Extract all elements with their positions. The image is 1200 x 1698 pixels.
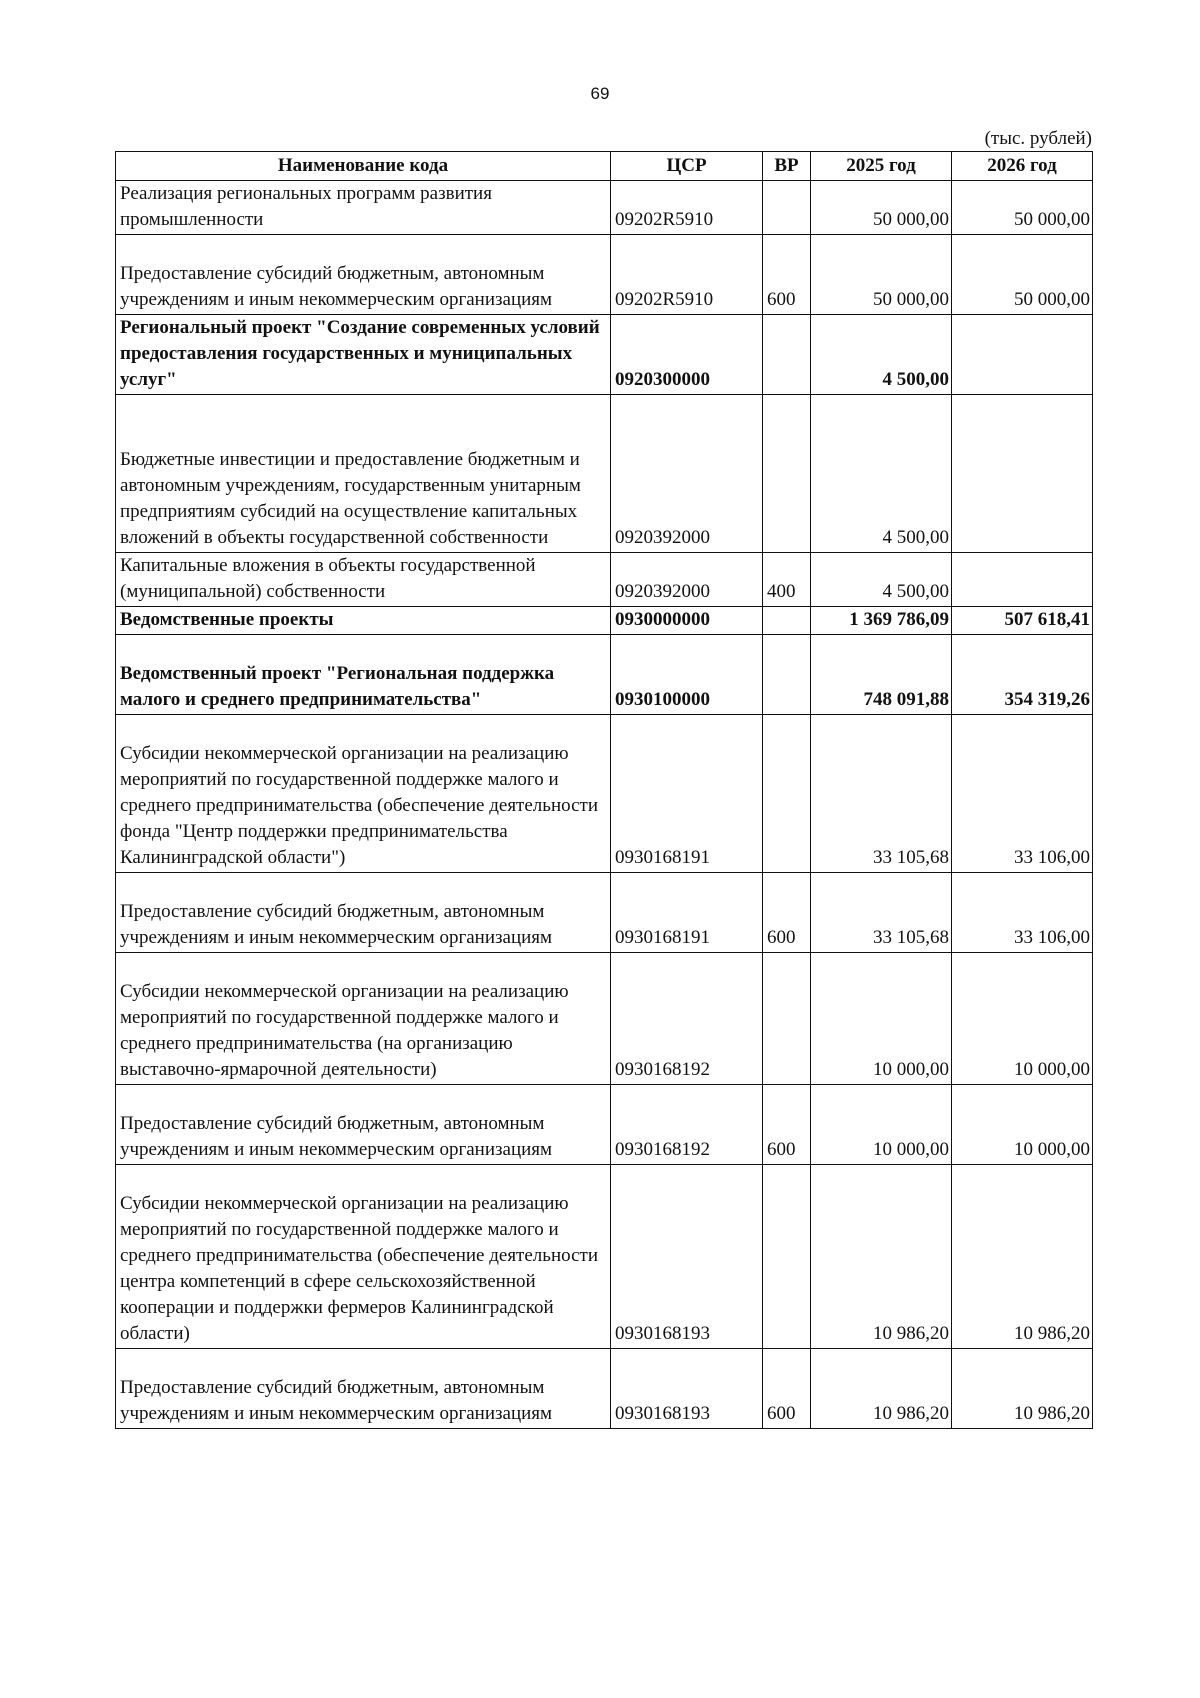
cell-2026 [952,315,1093,395]
cell-csr: 09202R5910 [611,181,763,235]
cell-2026: 10 986,20 [952,1349,1093,1429]
cell-csr: 0920392000 [611,395,763,553]
cell-csr: 0930168193 [611,1165,763,1349]
cell-2025: 50 000,00 [811,181,952,235]
cell-2025: 10 986,20 [811,1165,952,1349]
cell-vr [763,953,811,1085]
cell-vr: 600 [763,235,811,315]
cell-csr: 0930168191 [611,873,763,953]
cell-2025: 10 000,00 [811,1085,952,1165]
cell-csr: 0920392000 [611,553,763,607]
table-header-row [116,152,1093,181]
cell-2026: 50 000,00 [952,235,1093,315]
cell-2026 [952,553,1093,607]
table-row [116,715,1093,873]
table-row [116,315,1093,395]
table-row [116,1085,1093,1165]
table-row [116,953,1093,1085]
cell-csr: 0930168193 [611,1349,763,1429]
cell-2026: 33 106,00 [952,873,1093,953]
cell-csr: 0930168191 [611,715,763,873]
table-row [116,1165,1093,1349]
cell-csr: 0930168192 [611,953,763,1085]
cell-2026: 50 000,00 [952,181,1093,235]
cell-name: Субсидии некоммерческой организации на реализацию мероприятий по государственной поддержке малого и среднего предпринимательства (обеспечение деятельности фонда "Центр поддержки предпринимательства Калининградской области") [116,715,611,873]
cell-vr [763,715,811,873]
cell-vr [763,607,811,635]
table-row [116,607,1093,635]
cell-2025: 33 105,68 [811,715,952,873]
table-row [116,553,1093,607]
cell-2026 [952,395,1093,553]
table-row [116,181,1093,235]
cell-csr: 0930168192 [611,1085,763,1165]
cell-2025: 33 105,68 [811,873,952,953]
cell-vr [763,181,811,235]
cell-name: Предоставление субсидий бюджетным, автономным учреждениям и иным некоммерческим организациям [116,1349,611,1429]
header-csr: ЦСР [611,152,763,181]
cell-csr: 0920300000 [611,315,763,395]
cell-name: Субсидии некоммерческой организации на реализацию мероприятий по государственной поддержке малого и среднего предпринимательства (обеспечение деятельности центра компетенций в сфере сельскохозяйственной кооперации и поддержки фермеров Калининградской области) [116,1165,611,1349]
cell-2025: 1 369 786,09 [811,607,952,635]
table-row [116,873,1093,953]
header-vr: ВР [763,152,811,181]
cell-vr [763,315,811,395]
table-row [116,235,1093,315]
cell-name: Региональный проект "Создание современных условий предоставления государственных и муниципальных услуг" [116,315,611,395]
table-row [116,1349,1093,1429]
cell-vr: 400 [763,553,811,607]
table-row [116,635,1093,715]
cell-name: Предоставление субсидий бюджетным, автономным учреждениям и иным некоммерческим организациям [116,235,611,315]
cell-name: Ведомственный проект "Региональная поддержка малого и среднего предпринимательства" [116,635,611,715]
cell-csr: 0930100000 [611,635,763,715]
cell-name: Предоставление субсидий бюджетным, автономным учреждениям и иным некоммерческим организациям [116,873,611,953]
cell-name: Предоставление субсидий бюджетным, автономным учреждениям и иным некоммерческим организациям [116,1085,611,1165]
cell-2025: 748 091,88 [811,635,952,715]
header-2025: 2025 год [811,152,952,181]
cell-name: Реализация региональных программ развития промышленности [116,181,611,235]
cell-name: Субсидии некоммерческой организации на реализацию мероприятий по государственной поддержке малого и среднего предпринимательства (на организацию выставочно-ярмарочной деятельности) [116,953,611,1085]
cell-2026: 10 000,00 [952,953,1093,1085]
cell-2025: 10 986,20 [811,1349,952,1429]
cell-vr: 600 [763,1085,811,1165]
cell-csr: 0930000000 [611,607,763,635]
cell-2026: 10 000,00 [952,1085,1093,1165]
cell-csr: 09202R5910 [611,235,763,315]
cell-2025: 4 500,00 [811,315,952,395]
header-name: Наименование кода [116,152,611,181]
cell-name: Капитальные вложения в объекты государственной (муниципальной) собственности [116,553,611,607]
header-2026: 2026 год [952,152,1093,181]
cell-2026: 33 106,00 [952,715,1093,873]
page-number: 69 [590,84,610,103]
cell-vr [763,635,811,715]
units-label: (тыс. рублей) [984,128,1092,149]
cell-name: Бюджетные инвестиции и предоставление бюджетным и автономным учреждениям, государственным унитарным предприятиям субсидий на осуществление капитальных вложений в объекты государственной собственности [116,395,611,553]
cell-2026: 10 986,20 [952,1165,1093,1349]
cell-2026: 507 618,41 [952,607,1093,635]
cell-vr [763,395,811,553]
cell-vr: 600 [763,873,811,953]
cell-vr [763,1165,811,1349]
cell-2025: 10 000,00 [811,953,952,1085]
cell-vr: 600 [763,1349,811,1429]
budget-table [115,151,1093,1429]
cell-2025: 50 000,00 [811,235,952,315]
cell-2025: 4 500,00 [811,553,952,607]
table-row [116,395,1093,553]
cell-name: Ведомственные проекты [116,607,611,635]
cell-2025: 4 500,00 [811,395,952,553]
cell-2026: 354 319,26 [952,635,1093,715]
